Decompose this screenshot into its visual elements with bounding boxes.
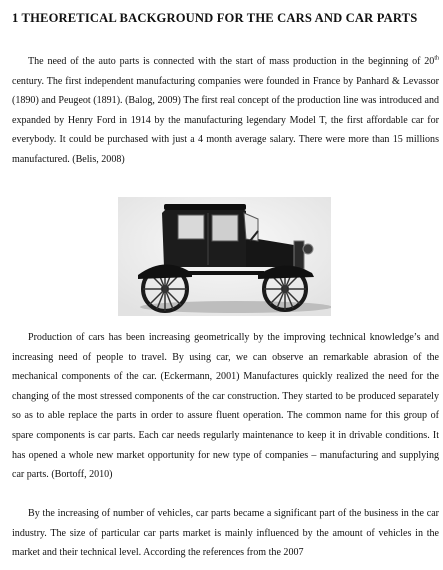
- superscript-th: th: [434, 55, 439, 62]
- paragraph-1-text-b: century. The first independent manufacturing companies were founded in France by Panhard & Levassor (1890) and Peugeot (1891). (Balog, 2009) The first real concept of the production line was introduced and expanded by Henry Ford in 1914 by the manufacturing legendary Model T, the first affordable car for everybody. It could be purchased with just a 4 month average salary. There were more than 15 millions manufactured. (Belis, 2008): [12, 75, 439, 165]
- paragraph-1-text-a: The need of the auto parts is connected with the start of mass production in the beginning of 20: [28, 56, 435, 67]
- paragraph-3: [12, 504, 439, 563]
- paragraph-1: [12, 52, 439, 170]
- paragraph-2: [12, 328, 439, 485]
- model-t-photo: [118, 197, 331, 316]
- paragraph-2-text: Production of cars has been increasing geometrically by the improving technical knowledge’s and increasing need of people to travel. By using car, we can observe an remarkable abrasion of the mechanical components of the car. (Eckermann, 2001) Manufactures quickly realized the need for the changing of the most stressed components of the car construction. They started to be produced separately so as to able replace the parts in order to assure fluent operation. The common name for this group of spare components is car parts. Each car needs regularly maintenance to keep it in drivable conditions. It has opened a whole new market opportunity for new type of companies – manufacturing and supplying car parts. (Bortoff, 2010): [12, 332, 439, 481]
- section-heading: 1 THEORETICAL BACKGROUND FOR THE CARS AND CAR PARTS: [12, 11, 418, 25]
- paragraph-3-text: By the increasing of number of vehicles, car parts became a significant part of the business in the car industry. The size of particular car parts market is mainly influenced by the amount of vehicles in the market and their technical level. According the references from the 2007: [12, 508, 439, 559]
- vintage-car-photo-icon: [118, 197, 331, 316]
